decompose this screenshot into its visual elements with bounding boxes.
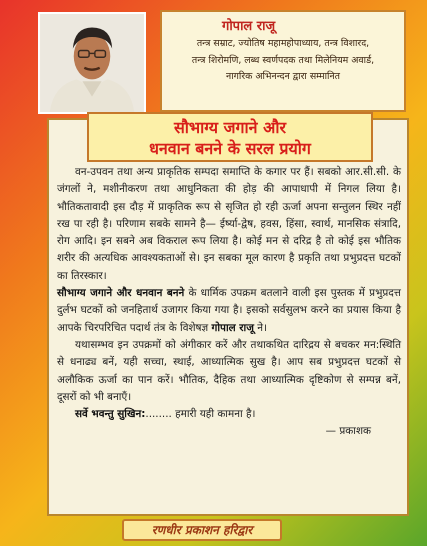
author-name-inline: गोपाल राजू	[211, 321, 254, 334]
paragraph-2-text-b: ने।	[253, 321, 267, 334]
author-bio-box	[160, 10, 406, 112]
paragraph-2	[57, 285, 401, 337]
author-name: गोपाल राजू	[222, 19, 276, 34]
paragraph-2-text-a: के धार्मिक उपक्रम बतलाने वाली इस पुस्तक में प्रभुप्रदत्त दुर्लभ घटकों को जनहितार्थ उजागर किया गया है। इसको सर्वसुलभ करने का प्रयास किया है आपके चिरपरिचित पदार्थ तंत्र के विशेषज्ञ	[57, 287, 401, 334]
paragraph-1: वन-उपवन तथा अन्य प्राकृतिक सम्पदा समाप्ति के कगार पर हैं। सबको आर.सी.सी. के जंगलों ने, मशीनीकरण तथा आधुनिकता की होड़ की आपाधापी में निगल लिया है। भौतिकतावादी इस दौड़ में प्राकृतिक रूप से सृजित हो रही ऊर्जा अपना सन्तुलन स्थिर नहीं रख पा रही है। परिणाम सबके सामने है— ईर्ष्या-द्वेष, हवस, हिंसा, स्वार्थ, मानसिक संत्रादि, रोग आदि। इन सबने अब विकराल रूप लिया है। कोई मन से दरिद्र है तो कोई इस भौतिक शरीर की अत्यधिक आवश्यकताओं से। इन सबका मूल कारण है प्रकृति तथा प्रभुप्रदत्त घटकों का तिरस्कार।	[57, 166, 401, 282]
paragraph-3: यथासम्भव इन उपक्रमों को अंगीकार करें और तथाकथित दारिद्रय से बचकर मन:स्थिति से धनाढ्य बनें, यही सच्चा, स्थाई, आध्यात्मिक सुख है। आप सब प्रभुप्रदत्त घटकों से अलौकिक ऊर्जा का पान करें। भौतिक, दैहिक तथा आध्यात्मिक दृष्टिकोण से सम्पन्न बनें, दूसरों को भी बनाएँ।	[57, 338, 401, 403]
blessing-text: ........ हमारी यही कामना है।	[145, 408, 256, 421]
signoff: — प्रकाशक	[325, 425, 371, 438]
author-photo	[38, 12, 146, 114]
author-title-line: तन्त्र सम्राट, ज्योतिष महामहोपाध्याय, तन्त्र विशारद,	[196, 38, 370, 49]
book-title-line2: धनवान बनने के सरल प्रयोग	[149, 139, 311, 158]
book-title-line1: सौभाग्य जगाने और	[173, 118, 287, 137]
publisher-name: रणधीर प्रकाशन हरिद्वार	[122, 519, 282, 541]
author-title-line: नागरिक अभिनन्दन द्वारा सम्मानित	[225, 71, 340, 82]
author-portrait-image	[40, 14, 144, 112]
description-text	[57, 164, 401, 441]
highlight-phrase: सौभाग्य जगाने और धनवान बनने	[57, 287, 185, 300]
book-title	[87, 112, 373, 162]
author-titles	[168, 36, 398, 86]
description-card	[47, 118, 409, 516]
blessing-line	[57, 406, 401, 423]
blessing-phrase: सर्वे भवन्तु सुखिन:	[75, 408, 146, 421]
author-title-line: तन्त्र शिरोमणि, लब्ध स्वर्णपदक तथा मिलेनियम अवार्ड,	[191, 54, 375, 66]
